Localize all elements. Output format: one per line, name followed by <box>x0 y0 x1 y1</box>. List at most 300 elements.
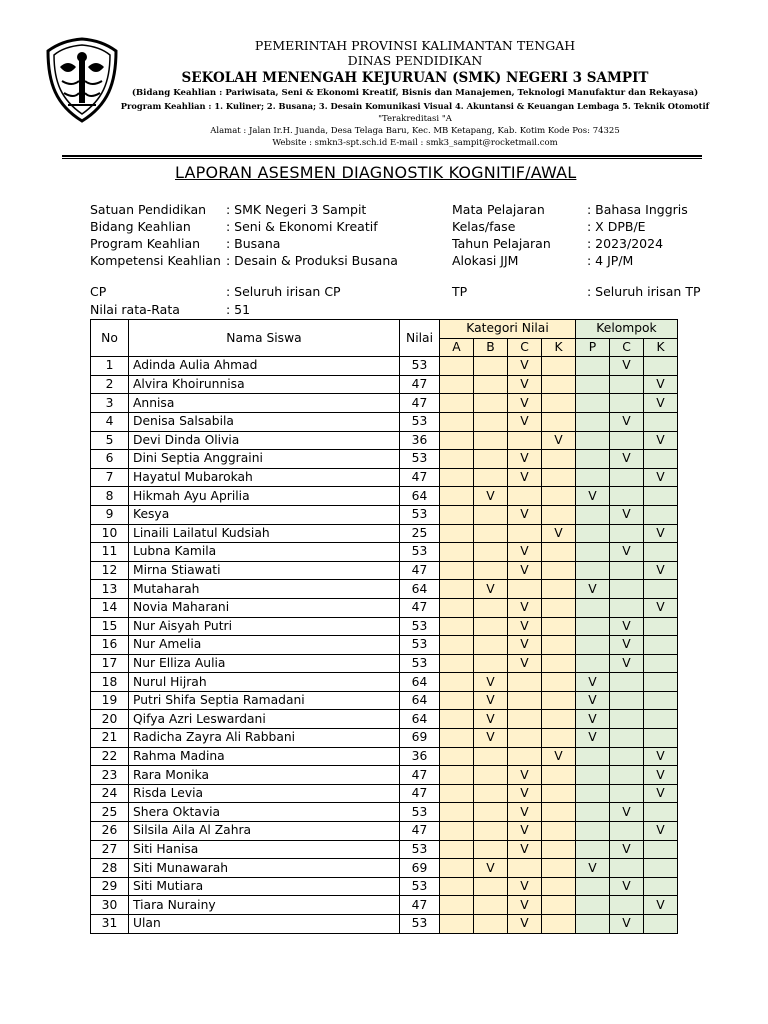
row-no: 14 <box>91 598 129 617</box>
row-kategori-c: V <box>508 896 542 915</box>
row-kategori-k <box>542 896 576 915</box>
row-score: 53 <box>400 636 440 655</box>
row-kategori-c: V <box>508 394 542 413</box>
info-label-kelas: Kelas/fase <box>452 219 516 234</box>
row-no: 10 <box>91 524 129 543</box>
row-kelompok-p <box>576 598 610 617</box>
row-kategori-c <box>508 673 542 692</box>
row-kategori-b: V <box>474 487 508 506</box>
row-kelompok-p <box>576 561 610 580</box>
row-student-name: Radicha Zayra Ali Rabbani <box>129 729 400 748</box>
col-header-nama: Nama Siswa <box>129 320 400 357</box>
col-header-kelompok: Kelompok <box>576 320 678 339</box>
row-kelompok-p <box>576 803 610 822</box>
row-kelompok-p <box>576 877 610 896</box>
row-kategori-c: V <box>508 543 542 562</box>
row-kategori-a <box>440 877 474 896</box>
row-score: 47 <box>400 561 440 580</box>
row-kategori-k <box>542 375 576 394</box>
row-score: 47 <box>400 468 440 487</box>
row-kategori-b: V <box>474 710 508 729</box>
row-kelompok-p <box>576 357 610 376</box>
table-row <box>91 468 678 487</box>
header-department: DINAS PENDIDIKAN <box>347 53 483 68</box>
table-row <box>91 375 678 394</box>
row-kategori-b <box>474 394 508 413</box>
row-kategori-b <box>474 840 508 859</box>
table-row <box>91 524 678 543</box>
row-kategori-k <box>542 636 576 655</box>
row-kategori-c <box>508 710 542 729</box>
row-kategori-k <box>542 729 576 748</box>
row-no: 11 <box>91 543 129 562</box>
row-kelompok-p <box>576 822 610 841</box>
row-no: 12 <box>91 561 129 580</box>
row-kategori-k <box>542 654 576 673</box>
row-kategori-b <box>474 636 508 655</box>
table-row <box>91 896 678 915</box>
row-student-name: Adinda Aulia Ahmad <box>129 357 400 376</box>
row-kategori-c: V <box>508 784 542 803</box>
row-kelompok-c <box>610 822 644 841</box>
row-kelompok-p: V <box>576 859 610 878</box>
table-row <box>91 859 678 878</box>
row-kategori-c: V <box>508 915 542 934</box>
row-kategori-k: V <box>542 524 576 543</box>
row-kelompok-k <box>644 617 678 636</box>
row-kategori-k <box>542 766 576 785</box>
table-row <box>91 877 678 896</box>
row-kategori-b <box>474 450 508 469</box>
row-kategori-a <box>440 543 474 562</box>
row-no: 7 <box>91 468 129 487</box>
row-kategori-a <box>440 561 474 580</box>
row-kategori-c <box>508 729 542 748</box>
row-score: 47 <box>400 766 440 785</box>
table-row <box>91 710 678 729</box>
row-kelompok-c <box>610 394 644 413</box>
row-kategori-b <box>474 468 508 487</box>
row-kelompok-k <box>644 654 678 673</box>
row-student-name: Nurul Hijrah <box>129 673 400 692</box>
row-kelompok-k <box>644 450 678 469</box>
row-kategori-k <box>542 357 576 376</box>
row-kategori-a <box>440 747 474 766</box>
row-kategori-k <box>542 468 576 487</box>
row-kategori-a <box>440 505 474 524</box>
row-kategori-b <box>474 561 508 580</box>
row-kategori-k <box>542 487 576 506</box>
row-student-name: Hayatul Mubarokah <box>129 468 400 487</box>
row-kategori-c: V <box>508 840 542 859</box>
row-kelompok-p <box>576 468 610 487</box>
row-no: 13 <box>91 580 129 599</box>
row-kelompok-c: V <box>610 450 644 469</box>
row-kategori-c: V <box>508 877 542 896</box>
row-kategori-b <box>474 543 508 562</box>
row-kategori-a <box>440 617 474 636</box>
row-kategori-c: V <box>508 803 542 822</box>
row-kelompok-k: V <box>644 375 678 394</box>
row-kategori-k <box>542 598 576 617</box>
row-student-name: Kesya <box>129 505 400 524</box>
row-kategori-k <box>542 412 576 431</box>
row-kelompok-k <box>644 840 678 859</box>
row-kelompok-c: V <box>610 654 644 673</box>
info-label-tahun: Tahun Pelajaran <box>452 236 551 251</box>
row-kategori-c <box>508 431 542 450</box>
row-kategori-b: V <box>474 859 508 878</box>
table-row <box>91 784 678 803</box>
student-score-table <box>90 319 678 934</box>
table-row <box>91 636 678 655</box>
row-no: 29 <box>91 877 129 896</box>
table-row <box>91 766 678 785</box>
row-student-name: Devi Dinda Olivia <box>129 431 400 450</box>
row-kelompok-p <box>576 617 610 636</box>
report-title: LAPORAN ASESMEN DIAGNOSTIK KOGNITIF/AWAL <box>175 163 577 182</box>
header-bidang-keahlian: (Bidang Keahlian : Pariwisata, Seni & Ekonomi Kreatif, Bisnis dan Manajemen, Teknologi Manufaktur dan Rekayasa) <box>131 88 699 98</box>
row-kelompok-k <box>644 710 678 729</box>
row-kelompok-c <box>610 431 644 450</box>
col-header-kat-a: A <box>440 338 474 357</box>
row-kelompok-k: V <box>644 468 678 487</box>
row-kelompok-c <box>610 561 644 580</box>
row-kelompok-k <box>644 357 678 376</box>
row-student-name: Mutaharah <box>129 580 400 599</box>
row-kelompok-k <box>644 636 678 655</box>
info-value-alokasi: : 4 JP/M <box>587 253 634 268</box>
row-student-name: Rara Monika <box>129 766 400 785</box>
table-row <box>91 598 678 617</box>
row-kategori-b <box>474 617 508 636</box>
row-student-name: Nur Elliza Aulia <box>129 654 400 673</box>
row-no: 8 <box>91 487 129 506</box>
row-kategori-k <box>542 450 576 469</box>
row-kelompok-k <box>644 505 678 524</box>
row-score: 53 <box>400 412 440 431</box>
row-kategori-c: V <box>508 598 542 617</box>
header-government: PEMERINTAH PROVINSI KALIMANTAN TENGAH <box>254 38 576 53</box>
row-kategori-c: V <box>508 822 542 841</box>
table-row <box>91 729 678 748</box>
row-kategori-b <box>474 505 508 524</box>
row-student-name: Tiara Nurainy <box>129 896 400 915</box>
table-row <box>91 747 678 766</box>
row-kategori-k <box>542 543 576 562</box>
row-student-name: Annisa <box>129 394 400 413</box>
info-label-satuan: Satuan Pendidikan <box>90 202 207 217</box>
row-kategori-a <box>440 729 474 748</box>
row-student-name: Ulan <box>129 915 400 934</box>
row-score: 47 <box>400 598 440 617</box>
row-kategori-k <box>542 803 576 822</box>
row-kategori-b: V <box>474 729 508 748</box>
row-kategori-k: V <box>542 747 576 766</box>
row-kelompok-p <box>576 636 610 655</box>
row-no: 30 <box>91 896 129 915</box>
row-score: 53 <box>400 915 440 934</box>
row-kategori-b <box>474 412 508 431</box>
row-kategori-b: V <box>474 673 508 692</box>
row-kelompok-k <box>644 803 678 822</box>
row-kategori-b <box>474 375 508 394</box>
row-kategori-k <box>542 859 576 878</box>
header-divider-thick <box>62 155 702 157</box>
row-kelompok-k: V <box>644 394 678 413</box>
header-program-keahlian: Program Keahlian : 1. Kuliner; 2. Busana; 3. Desain Komunikasi Visual 4. Akuntansi & Keuangan Lembaga 5. Teknik Otomotif <box>120 101 710 111</box>
row-kategori-b: V <box>474 691 508 710</box>
row-kelompok-p <box>576 412 610 431</box>
info-value-bidang: : Seni & Ekonomi Kreatif <box>226 219 378 234</box>
row-student-name: Siti Munawarah <box>129 859 400 878</box>
row-kelompok-c <box>610 487 644 506</box>
row-kategori-a <box>440 859 474 878</box>
row-kategori-a <box>440 840 474 859</box>
row-no: 3 <box>91 394 129 413</box>
row-kelompok-c <box>610 375 644 394</box>
row-kelompok-k: V <box>644 431 678 450</box>
row-no: 23 <box>91 766 129 785</box>
row-kelompok-p <box>576 840 610 859</box>
col-header-kategori: Kategori Nilai <box>440 320 576 339</box>
table-row <box>91 915 678 934</box>
row-kelompok-c <box>610 598 644 617</box>
row-no: 24 <box>91 784 129 803</box>
row-kategori-a <box>440 450 474 469</box>
table-row <box>91 580 678 599</box>
row-student-name: Silsila Aila Al Zahra <box>129 822 400 841</box>
row-kategori-a <box>440 710 474 729</box>
table-row <box>91 561 678 580</box>
row-kelompok-c: V <box>610 543 644 562</box>
col-header-kel-p: P <box>576 338 610 357</box>
row-no: 20 <box>91 710 129 729</box>
provincial-emblem-logo <box>46 37 118 123</box>
table-row <box>91 505 678 524</box>
row-no: 15 <box>91 617 129 636</box>
row-kelompok-c <box>610 859 644 878</box>
table-row <box>91 487 678 506</box>
row-score: 64 <box>400 710 440 729</box>
row-student-name: Alvira Khoirunnisa <box>129 375 400 394</box>
row-kategori-a <box>440 691 474 710</box>
row-kategori-a <box>440 915 474 934</box>
row-kategori-a <box>440 803 474 822</box>
table-row <box>91 673 678 692</box>
col-header-kat-k: K <box>542 338 576 357</box>
row-no: 27 <box>91 840 129 859</box>
row-kategori-a <box>440 468 474 487</box>
row-kelompok-c <box>610 766 644 785</box>
row-kategori-b <box>474 357 508 376</box>
row-kategori-a <box>440 896 474 915</box>
row-no: 2 <box>91 375 129 394</box>
info-value-kompetensi: : Desain & Produksi Busana <box>226 253 398 268</box>
row-no: 19 <box>91 691 129 710</box>
row-kelompok-p <box>576 915 610 934</box>
row-kategori-c: V <box>508 505 542 524</box>
row-no: 25 <box>91 803 129 822</box>
info-label-cp: CP <box>90 284 107 299</box>
row-no: 28 <box>91 859 129 878</box>
row-kelompok-k: V <box>644 896 678 915</box>
info-label-mapel: Mata Pelajaran <box>452 202 545 217</box>
row-kelompok-c: V <box>610 636 644 655</box>
row-kelompok-c: V <box>610 877 644 896</box>
row-no: 21 <box>91 729 129 748</box>
row-kelompok-p: V <box>576 487 610 506</box>
row-kategori-b: V <box>474 580 508 599</box>
row-kategori-c: V <box>508 468 542 487</box>
row-student-name: Mirna Stiawati <box>129 561 400 580</box>
row-score: 47 <box>400 375 440 394</box>
row-kategori-b <box>474 766 508 785</box>
col-header-kat-c: C <box>508 338 542 357</box>
row-kategori-k <box>542 840 576 859</box>
row-score: 64 <box>400 487 440 506</box>
row-score: 53 <box>400 450 440 469</box>
row-kategori-c <box>508 691 542 710</box>
row-kategori-k <box>542 915 576 934</box>
col-header-kat-b: B <box>474 338 508 357</box>
row-kelompok-c <box>610 691 644 710</box>
row-kelompok-c <box>610 468 644 487</box>
row-kategori-c: V <box>508 654 542 673</box>
row-kategori-a <box>440 524 474 543</box>
row-kelompok-p <box>576 747 610 766</box>
row-score: 36 <box>400 747 440 766</box>
row-kategori-a <box>440 394 474 413</box>
row-kelompok-p: V <box>576 729 610 748</box>
row-no: 31 <box>91 915 129 934</box>
row-kelompok-k <box>644 691 678 710</box>
row-kategori-c <box>508 487 542 506</box>
header-divider-thin <box>62 158 702 159</box>
table-row <box>91 654 678 673</box>
row-score: 53 <box>400 505 440 524</box>
row-student-name: Denisa Salsabila <box>129 412 400 431</box>
header-akreditasi: "Terakreditasi "A <box>378 114 452 124</box>
row-kelompok-p <box>576 784 610 803</box>
row-kategori-a <box>440 654 474 673</box>
table-row <box>91 691 678 710</box>
info-value-mapel: : Bahasa Inggris <box>587 202 688 217</box>
row-score: 53 <box>400 357 440 376</box>
row-kategori-c: V <box>508 617 542 636</box>
row-kelompok-c <box>610 896 644 915</box>
row-score: 53 <box>400 543 440 562</box>
row-kelompok-p: V <box>576 673 610 692</box>
row-kategori-c <box>508 747 542 766</box>
row-kategori-a <box>440 487 474 506</box>
row-no: 5 <box>91 431 129 450</box>
row-kategori-b <box>474 877 508 896</box>
row-no: 22 <box>91 747 129 766</box>
row-kelompok-p <box>576 505 610 524</box>
row-kategori-k <box>542 822 576 841</box>
row-score: 47 <box>400 822 440 841</box>
row-student-name: Shera Oktavia <box>129 803 400 822</box>
row-kategori-b <box>474 654 508 673</box>
row-score: 69 <box>400 729 440 748</box>
row-kelompok-p: V <box>576 710 610 729</box>
col-header-kel-c: C <box>610 338 644 357</box>
row-kategori-a <box>440 784 474 803</box>
row-score: 47 <box>400 896 440 915</box>
row-kategori-a <box>440 822 474 841</box>
row-kategori-a <box>440 673 474 692</box>
row-kategori-k <box>542 877 576 896</box>
table-row <box>91 431 678 450</box>
row-score: 25 <box>400 524 440 543</box>
row-student-name: Nur Aisyah Putri <box>129 617 400 636</box>
info-value-program: : Busana <box>226 236 281 251</box>
row-score: 53 <box>400 877 440 896</box>
row-kelompok-p <box>576 524 610 543</box>
row-kelompok-p: V <box>576 691 610 710</box>
row-score: 64 <box>400 580 440 599</box>
row-kelompok-p <box>576 394 610 413</box>
col-header-no: No <box>91 320 129 357</box>
row-kelompok-c: V <box>610 412 644 431</box>
header-school-name: SEKOLAH MENENGAH KEJURUAN (SMK) NEGERI 3 SAMPIT <box>181 70 649 86</box>
row-kategori-c <box>508 859 542 878</box>
row-kategori-a <box>440 766 474 785</box>
row-student-name: Nur Amelia <box>129 636 400 655</box>
row-score: 53 <box>400 803 440 822</box>
table-row <box>91 394 678 413</box>
row-kategori-c: V <box>508 375 542 394</box>
row-kelompok-k: V <box>644 524 678 543</box>
row-kelompok-c: V <box>610 617 644 636</box>
row-kategori-b <box>474 784 508 803</box>
row-kelompok-k: V <box>644 561 678 580</box>
row-kelompok-c: V <box>610 803 644 822</box>
row-kategori-k <box>542 673 576 692</box>
table-body <box>91 357 678 933</box>
row-kelompok-k: V <box>644 747 678 766</box>
row-student-name: Putri Shifa Septia Ramadani <box>129 691 400 710</box>
info-value-tahun: : 2023/2024 <box>587 236 664 251</box>
row-student-name: Siti Hanisa <box>129 840 400 859</box>
row-student-name: Qifya Azri Leswardani <box>129 710 400 729</box>
row-score: 36 <box>400 431 440 450</box>
row-kelompok-c: V <box>610 357 644 376</box>
row-kelompok-c: V <box>610 840 644 859</box>
row-kategori-c <box>508 580 542 599</box>
row-score: 53 <box>400 840 440 859</box>
row-score: 47 <box>400 394 440 413</box>
row-kelompok-k <box>644 580 678 599</box>
row-kategori-k <box>542 561 576 580</box>
info-label-kompetensi: Kompetensi Keahlian <box>90 253 221 268</box>
row-kelompok-p <box>576 375 610 394</box>
row-kategori-c: V <box>508 636 542 655</box>
row-kategori-c: V <box>508 357 542 376</box>
row-student-name: Risda Levia <box>129 784 400 803</box>
row-student-name: Dini Septia Anggraini <box>129 450 400 469</box>
table-row <box>91 840 678 859</box>
info-label-alokasi: Alokasi JJM <box>452 253 519 268</box>
table-row <box>91 617 678 636</box>
row-kategori-b <box>474 803 508 822</box>
col-header-nilai: Nilai <box>400 320 440 357</box>
row-kelompok-k <box>644 877 678 896</box>
row-kelompok-c <box>610 524 644 543</box>
row-kelompok-c <box>610 747 644 766</box>
row-kategori-k <box>542 691 576 710</box>
